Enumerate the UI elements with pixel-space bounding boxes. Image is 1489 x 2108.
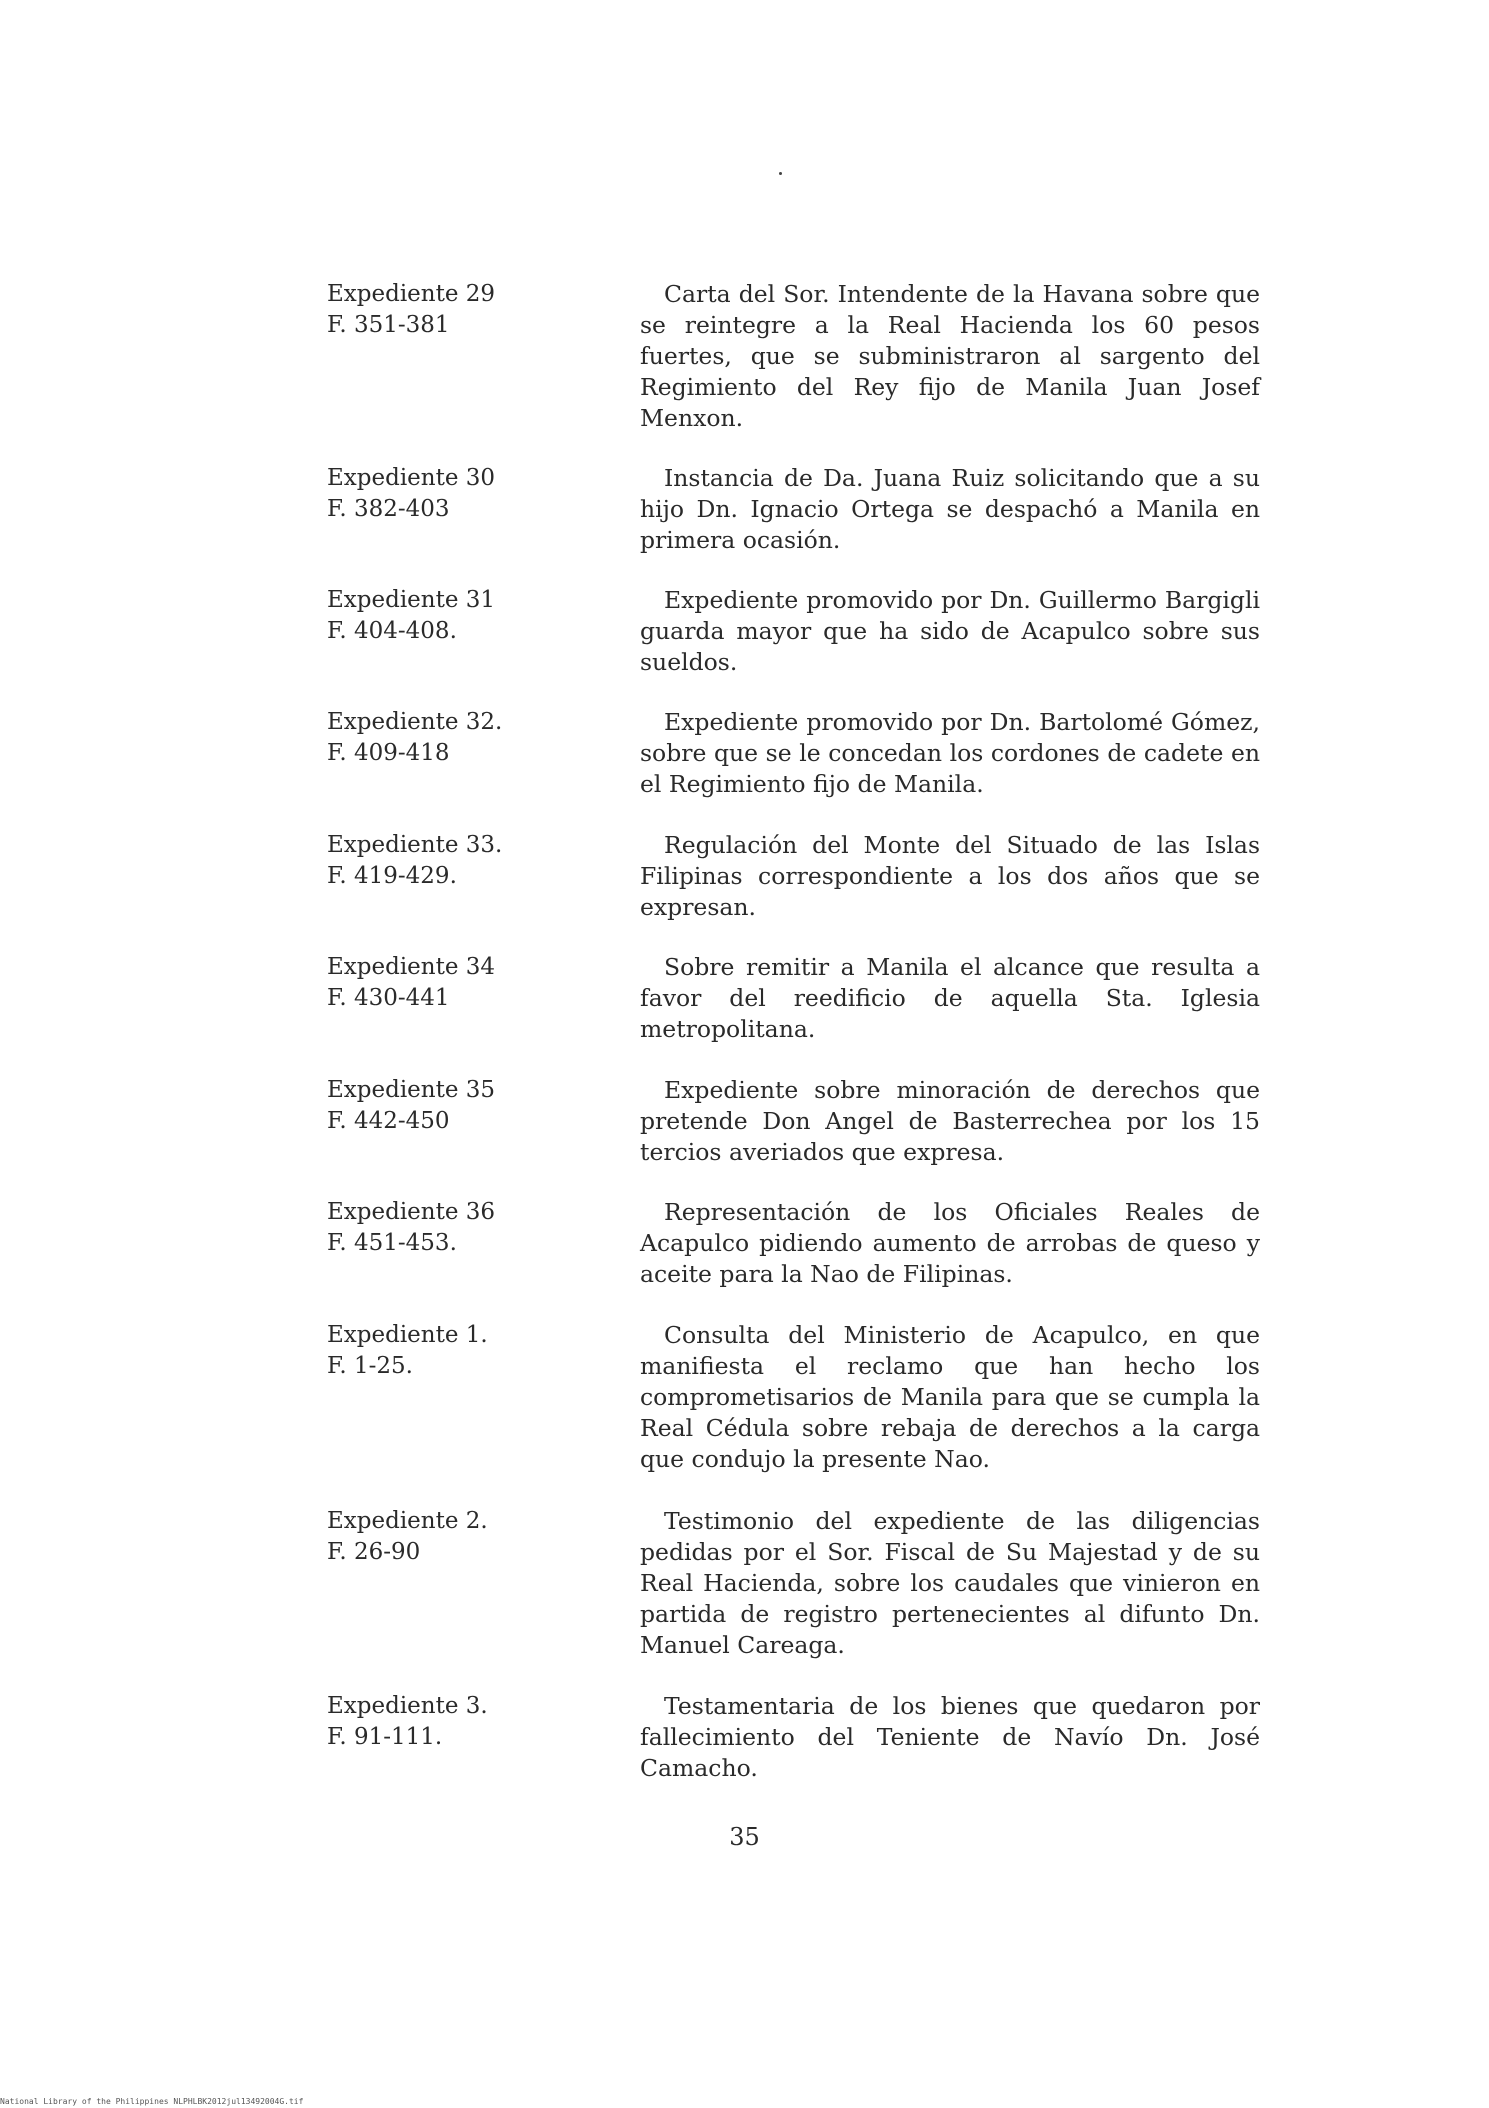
expediente-label: Expediente 2. <box>327 1508 488 1534</box>
expediente-label: Expediente 3. <box>327 1693 488 1719</box>
folio-range: F. 26-90 <box>327 1539 421 1565</box>
entry-reference <box>327 952 547 1014</box>
expediente-label: Expediente 31 <box>327 587 496 613</box>
folio-range: F. 404-408. <box>327 618 457 644</box>
ink-speck <box>779 172 782 175</box>
entry-description: Testimonio del expediente de las diligencias pedidas por el Sor. Fiscal de Su Majestad y de su Real Hacienda, sobre los caudales que vinieron en partida de registro pertenecientes al difunto Dn. Manuel Careaga. <box>640 1507 1260 1659</box>
expediente-label: Expediente 33. <box>327 832 503 858</box>
entry-description: Consulta del Ministerio de Acapulco, en que manifiesta el reclamo que han hecho los comprometisarios de Manila para que se cumpla la Real Cédula sobre rebaja de derechos a la carga que condujo la presente Nao. <box>640 1321 1260 1473</box>
folio-range: F. 419-429. <box>327 863 457 889</box>
entry-description: Expediente promovido por Dn. Bartolomé Gómez, sobre que se le concedan los cordones de cadete en el Regimiento fijo de Manila. <box>640 708 1260 798</box>
entry-reference <box>327 463 547 525</box>
expediente-label: Expediente 34 <box>327 954 496 980</box>
entry-reference <box>327 1320 547 1382</box>
page-number: 35 <box>729 1823 760 1851</box>
expediente-label: Expediente 30 <box>327 465 496 491</box>
entry-description: Instancia de Da. Juana Ruiz solicitando que a su hijo Dn. Ignacio Ortega se despachó a Manila en primera ocasión. <box>640 464 1260 554</box>
folio-range: F. 430-441 <box>327 985 450 1011</box>
folio-range: F. 351-381 <box>327 312 450 338</box>
entry-description: Sobre remitir a Manila el alcance que resulta a favor del reedificio de aquella Sta. Iglesia metropolitana. <box>640 953 1260 1043</box>
entry-reference <box>327 279 547 341</box>
folio-range: F. 442-450 <box>327 1108 450 1134</box>
entry-reference <box>327 830 547 892</box>
expediente-label: Expediente 32. <box>327 709 503 735</box>
entry-reference <box>327 707 547 769</box>
entry-reference <box>327 585 547 647</box>
entry-description: Expediente sobre minoración de derechos que pretende Don Angel de Basterrechea por los 15 tercios averiados que expresa. <box>640 1076 1260 1166</box>
entry-reference <box>327 1075 547 1137</box>
entry-description: Carta del Sor. Intendente de la Havana sobre que se reintegre a la Real Hacienda los 60 pesos fuertes, que se subministraron al sargento del Regimiento del Rey fijo de Manila Juan Josef Menxon. <box>640 280 1260 432</box>
folio-range: F. 451-453. <box>327 1230 457 1256</box>
entry-description: Expediente promovido por Dn. Guillermo Bargigli guarda mayor que ha sido de Acapulco sobre sus sueldos. <box>640 586 1260 676</box>
expediente-label: Expediente 36 <box>327 1199 496 1225</box>
entry-reference <box>327 1197 547 1259</box>
folio-range: F. 1-25. <box>327 1353 413 1379</box>
expediente-label: Expediente 35 <box>327 1077 496 1103</box>
entry-description: Regulación del Monte del Situado de las Islas Filipinas correspondiente a los dos años que se expresan. <box>640 831 1260 921</box>
folio-range: F. 382-403 <box>327 496 450 522</box>
entry-reference <box>327 1691 547 1753</box>
entry-description: Testamentaria de los bienes que quedaron por fallecimiento del Teniente de Navío Dn. José Camacho. <box>640 1692 1260 1782</box>
expediente-label: Expediente 29 <box>327 281 496 307</box>
entry-description: Representación de los Oficiales Reales de Acapulco pidiendo aumento de arrobas de queso y aceite para la Nao de Filipinas. <box>640 1198 1260 1288</box>
folio-range: F. 91-111. <box>327 1724 443 1750</box>
expediente-label: Expediente 1. <box>327 1322 488 1348</box>
folio-range: F. 409-418 <box>327 740 450 766</box>
scan-footer-caption: National Library of the Philippines NLPHLBK2012jul13492004G.tif <box>0 2097 304 2106</box>
entry-reference <box>327 1506 547 1568</box>
